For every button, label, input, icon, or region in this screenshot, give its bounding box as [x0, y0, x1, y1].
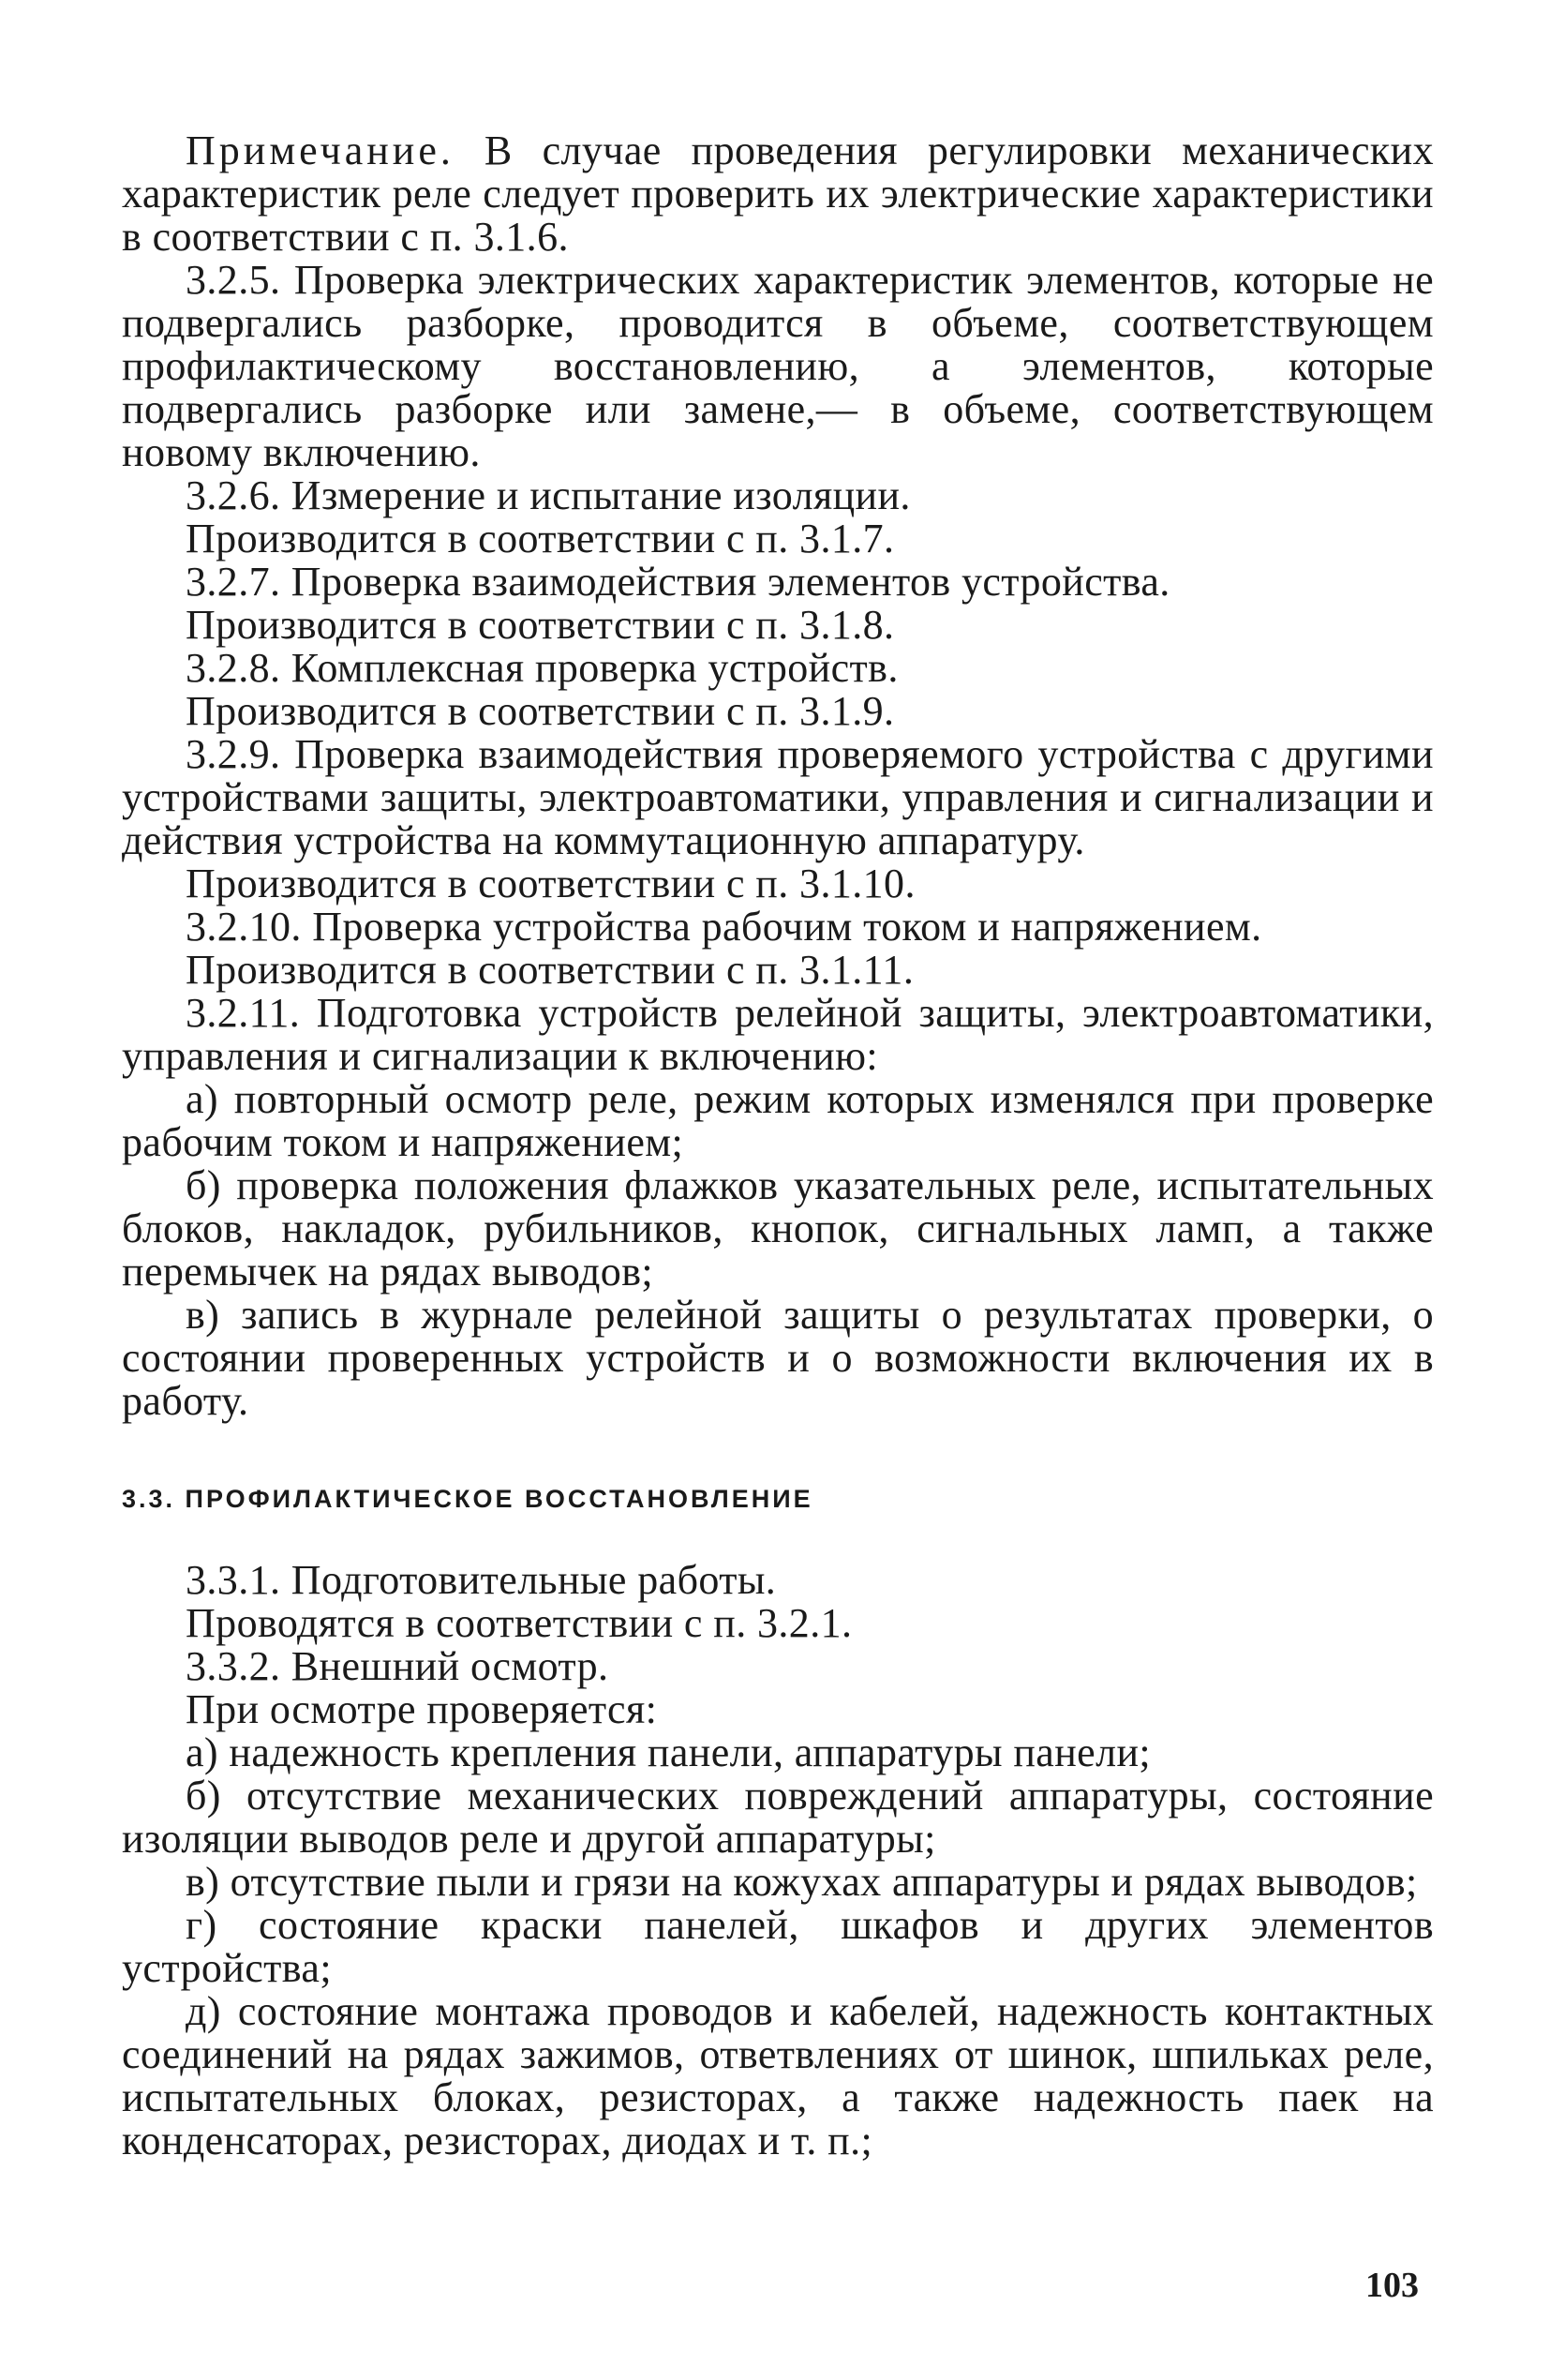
paragraph-3-2-10-ref: Производится в соответствии с п. 3.1.11. [186, 947, 915, 993]
inspection-item-d: г) состояние краски панелей, шкафов и других элементов устройства; [122, 1902, 1434, 1991]
list-item-c: в) запись в журнале релейной защиты о результатах проверки, о состоянии проверенных устройств и о возможности включения их в работу. [122, 1292, 1434, 1424]
paragraph-3-2-7: 3.2.7. Проверка взаимодействия элементов устройства. [186, 559, 1170, 605]
paragraph-3-2-5: 3.2.5. Проверка электрических характеристик элементов, которые не подвергались разборке, проводится в объеме, соответствующем профилактическому восстановлению, а элементов, которые подвергались разборке или замене,— в объеме, соответствующем новому включению. [122, 257, 1434, 475]
page-body [122, 129, 1434, 2163]
inspection-item-b: б) отсутствие механических повреждений аппаратуры, состояние изоляции выводов реле и другой аппаратуры; [122, 1773, 1434, 1862]
paragraph-3-2-9-ref: Производится в соответствии с п. 3.1.10. [186, 861, 916, 906]
paragraph-3-3-1-ref: Проводятся в соответствии с п. 3.2.1. [186, 1600, 853, 1646]
paragraph-3-2-8: 3.2.8. Комплексная проверка устройств. [186, 645, 899, 691]
section-heading: 3.3. ПРОФИЛАКТИЧЕСКОЕ ВОССТАНОВЛЕНИЕ [122, 1485, 813, 1513]
inspection-intro: При осмотре проверяется: [186, 1686, 658, 1732]
note-label: Примечание. [186, 127, 455, 173]
inspection-item-c: в) отсутствие пыли и грязи на кожухах аппаратуры и рядах выводов; [186, 1859, 1418, 1905]
inspection-item-e: д) состояние монтажа проводов и кабелей, надежность контактных соединений на рядах зажимов, ответвлениях от шинок, шпильках реле, испытательных блоках, резисторах, а также надежность паек на конденсаторах, резисторах, диодах и т. п.; [122, 1988, 1434, 2163]
paragraph-3-2-10: 3.2.10. Проверка устройства рабочим током и напряжением. [186, 904, 1262, 950]
paragraph-3-3-1: 3.3.1. Подготовительные работы. [186, 1557, 777, 1603]
paragraph-3-2-6-ref: Производится в соответствии с п. 3.1.7. [186, 516, 895, 561]
page-number: 103 [1365, 2266, 1419, 2305]
paragraph-3-2-6: 3.2.6. Измерение и испытание изоляции. [186, 472, 911, 518]
paragraph-3-2-8-ref: Производится в соответствии с п. 3.1.9. [186, 688, 895, 734]
inspection-item-a: а) надежность крепления панели, аппаратуры панели; [186, 1729, 1152, 1775]
paragraph-3-2-7-ref: Производится в соответствии с п. 3.1.8. [186, 602, 895, 648]
note-paragraph [122, 129, 1434, 259]
note-text: В случае проведения регулировки механических характеристик реле следует проверить их электрические характеристики в соответствии с п. 3.1.6. [122, 127, 1434, 260]
list-item-b: б) проверка положения флажков указательных реле, испытательных блоков, накладок, рубильников, кнопок, сигнальных ламп, а также перемычек на рядах выводов; [122, 1162, 1434, 1295]
list-item-a: а) повторный осмотр реле, режим которых изменялся при проверке рабочим током и напряжением; [122, 1076, 1434, 1165]
paragraph-3-2-11: 3.2.11. Подготовка устройств релейной защиты, электроавтоматики, управления и сигнализации к включению: [122, 990, 1434, 1079]
paragraph-3-2-9: 3.2.9. Проверка взаимодействия проверяемого устройства с другими устройствами защиты, электроавтоматики, управления и сигнализации и действия устройства на коммутационную аппаратуру. [122, 731, 1434, 863]
paragraph-3-3-2: 3.3.2. Внешний осмотр. [186, 1643, 609, 1689]
